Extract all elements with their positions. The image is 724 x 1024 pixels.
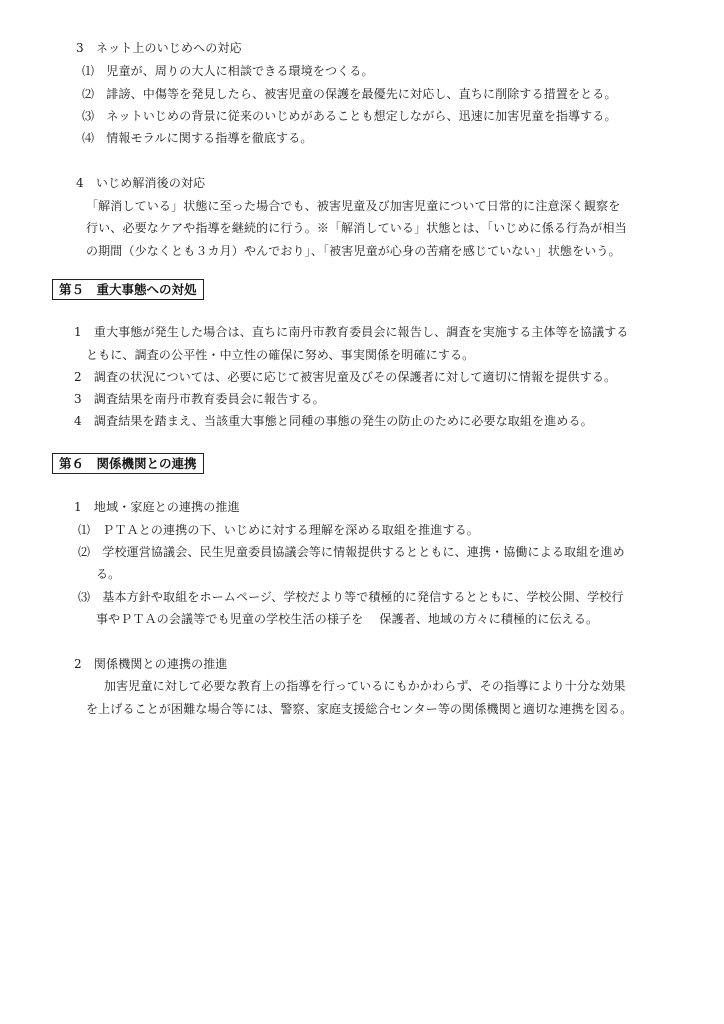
section-3-item-2: ⑵ 誹謗、中傷等を発見したら、被害児童の保護を最優先に対応し、直ちに削除する措置をとる。 xyxy=(82,87,617,101)
section-4-line-1: 「解消している」状態に至った場合でも、被害児童及び加害児童について日常的に注意深く観察を xyxy=(86,199,621,213)
part-6-sub-2-line-2: を上げることが困難な場合等には、警察、家庭支援総合センター等の関係機関と適切な連携を図る。 xyxy=(86,702,633,716)
part-5-line-2: ともに、調査の公平性・中立性の確保に努め、事実関係を明確にする。 xyxy=(86,348,475,362)
part-6-sub-1-line-4: ⑶ 基本方針や取組をホームページ、学校だより等で積極的に発信するとともに、学校公開、学校行 xyxy=(78,590,624,604)
section-4-title: 4 いじめ解消後の対応 xyxy=(76,176,206,190)
part-6-sub-1-line-2: ⑵ 学校運営協議会、民生児童委員協議会等に情報提供するとともに、連携・協働による取組を進め xyxy=(78,545,625,559)
section-3-item-1: ⑴ 児童が、周りの大人に相談できる環境をつくる。 xyxy=(82,64,374,78)
part-5-line-3: 2 調査の状況については、必要に応じて被害児童及びその保護者に対して適切に情報を提供する。 xyxy=(74,370,617,384)
section-3-item-3: ⑶ ネットいじめの背景に従来のいじめがあることも想定しながら、迅速に加害児童を指導する。 xyxy=(82,109,617,123)
part-6-sub-1-line-3: る。 xyxy=(96,567,121,581)
heading-part-5: 第５ 重大事態への対処 xyxy=(52,279,204,300)
section-4-line-3: の期間（少なくとも３カ月）やんでおり」、「被害児童が心身の苦痛を感じていない」状態をいう。 xyxy=(86,244,621,258)
section-3-item-4: ⑷ 情報モラルに関する指導を徹底する。 xyxy=(82,131,313,145)
part-6-sub-1-line-1: ⑴ ＰＴＡとの連携の下、いじめに対する理解を深める取組を推進する。 xyxy=(78,523,479,537)
heading-part-6: 第６ 関係機関との連携 xyxy=(52,453,204,474)
part-6-sub-1-line-5: 事やＰＴＡの会議等でも児童の学校生活の様子を 保護者、地域の方々に積極的に伝える。 xyxy=(96,612,599,626)
part-6-sub-2-line-1: 加害児童に対して必要な教育上の指導を行っているにもかかわらず、その指導により十分な効果 xyxy=(104,679,626,693)
part-6-sub-2-title: 2 関係機関との連携の推進 xyxy=(74,657,228,671)
part-5-line-5: 4 調査結果を踏まえ、当該重大事態と同種の事態の発生の防止のために必要な取組を進める。 xyxy=(74,414,593,428)
part-6-sub-1-title: 1 地域・家庭との連携の推進 xyxy=(74,500,240,514)
section-4-line-2: 行い、必要なケアや指導を継続的に行う。※「解消している」状態とは、「いじめに係る行為が相当 xyxy=(86,221,627,235)
section-3-title: 3 ネット上のいじめへの対応 xyxy=(76,41,242,55)
part-5-line-1: 1 重大事態が発生した場合は、直ちに南丹市教育委員会に報告し、調査を実施する主体等を協議する xyxy=(74,325,629,339)
part-5-line-4: 3 調査結果を南丹市教育委員会に報告する。 xyxy=(74,392,325,406)
